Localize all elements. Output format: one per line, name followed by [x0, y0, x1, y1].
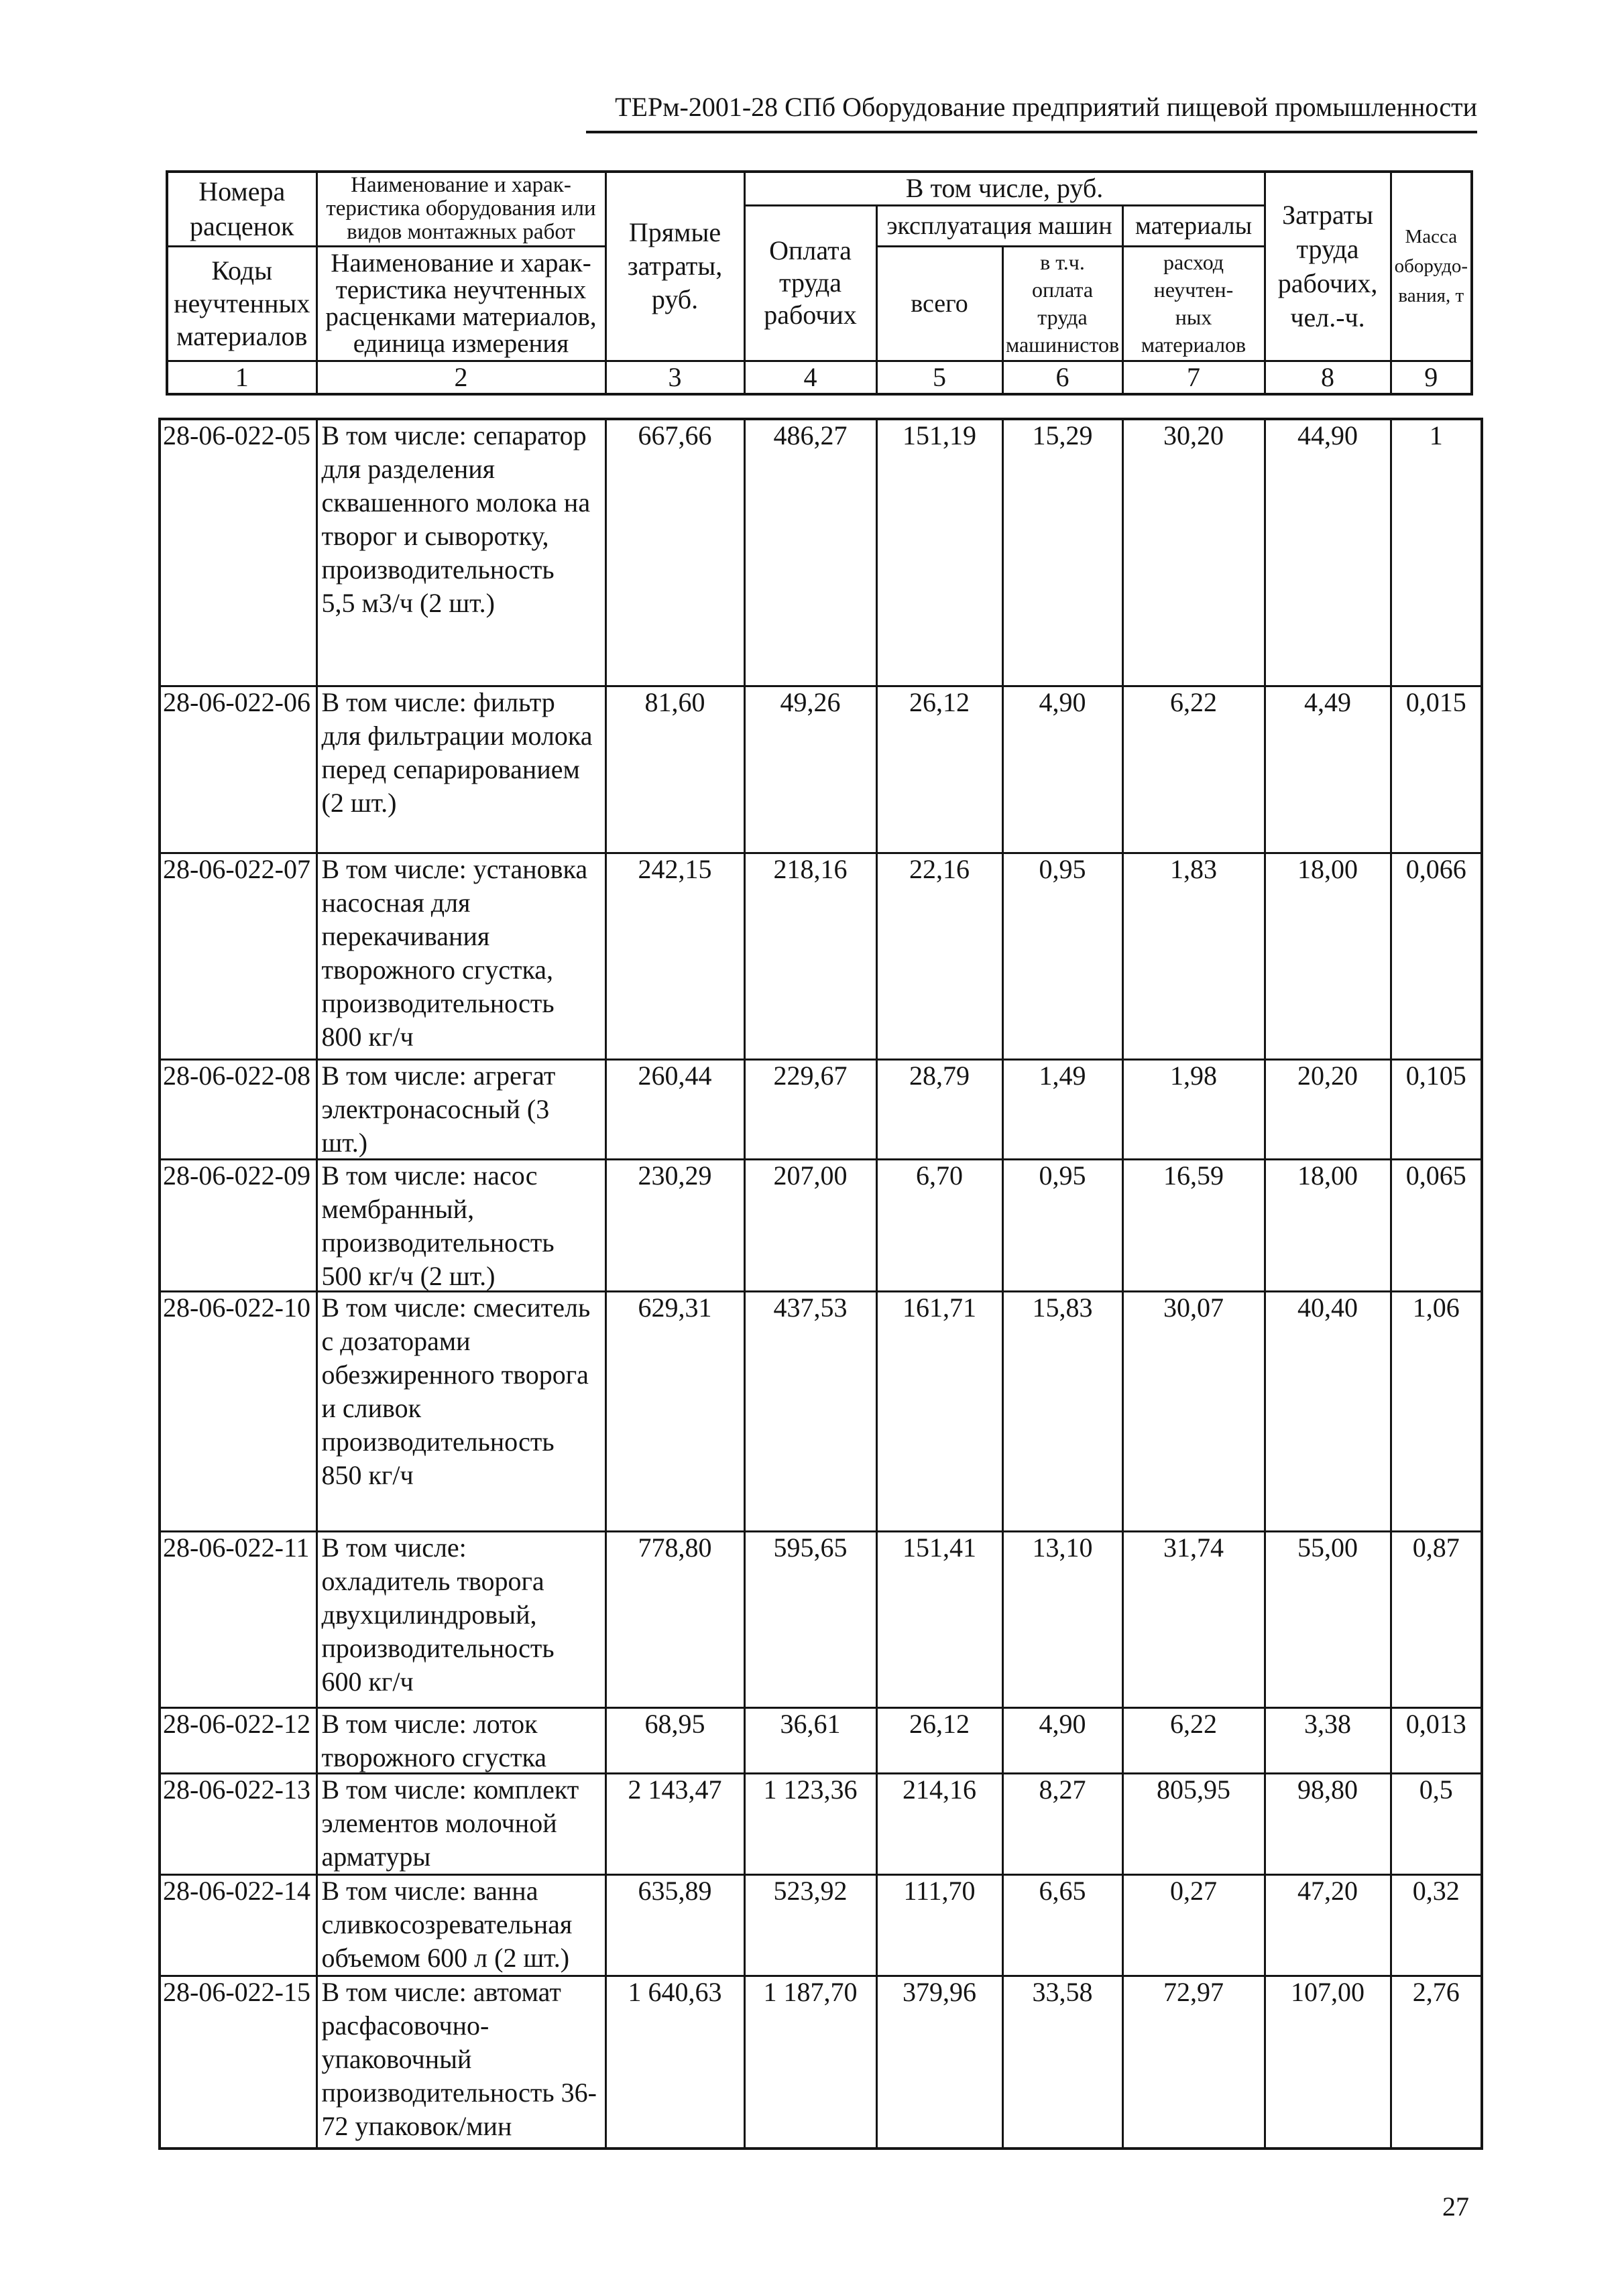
- work-name-line: расфасовочно-: [321, 2010, 489, 2041]
- labor-hours-cell: 18,00: [1265, 1159, 1391, 1291]
- rate-code-cell: 28-06-022-08: [160, 1059, 316, 1159]
- work-name-line: 800 кг/ч: [321, 1021, 414, 1052]
- work-name-line: В том числе: лоток: [321, 1708, 538, 1739]
- header-labor-hours: [1265, 172, 1391, 361]
- labor-hours-cell: 20,20: [1265, 1059, 1391, 1159]
- machines-total-cell: 26,12: [876, 686, 1002, 853]
- materials-cost-cell: 6,22: [1122, 686, 1265, 853]
- equipment-mass-cell: 0,066: [1391, 853, 1482, 1059]
- machinists-wages-cell: 15,29: [1002, 419, 1122, 686]
- machines-total-cell: 161,71: [876, 1291, 1002, 1531]
- header-unaccounted-materials-use: [1122, 246, 1265, 361]
- materials-cost-cell: 6,22: [1122, 1707, 1265, 1773]
- work-name-line: В том числе: установка: [321, 853, 588, 884]
- header-material-name: [316, 246, 605, 361]
- work-name-line: для разделения: [321, 454, 496, 484]
- column-number: 4: [744, 361, 876, 394]
- rate-code-cell: 28-06-022-11: [160, 1531, 316, 1707]
- materials-cost-cell: 1,83: [1122, 853, 1265, 1059]
- labor-hours-cell: 4,49: [1265, 686, 1391, 853]
- machines-total-cell: 379,96: [876, 1976, 1002, 2149]
- header-text-line: неучтен-: [1153, 277, 1234, 302]
- header-text-line: теристика оборудования или: [326, 196, 596, 221]
- work-name-line: перед сепарированием: [321, 753, 580, 784]
- header-including: В том числе, руб.: [744, 172, 1265, 205]
- table-row: [160, 1976, 1482, 2149]
- header-text-line: чел.-ч.: [1290, 302, 1365, 333]
- column-number: 5: [876, 361, 1002, 394]
- machinists-wages-cell: 15,83: [1002, 1291, 1122, 1531]
- work-name-line: В том числе: насос: [321, 1160, 538, 1191]
- equipment-mass-cell: 2,76: [1391, 1976, 1482, 2149]
- header-text-line: вания, т: [1398, 285, 1464, 307]
- machinists-wages-cell: 0,95: [1002, 1159, 1122, 1291]
- work-name-line: творожного сгустка,: [321, 954, 554, 985]
- header-text-line: теристика неучтенных: [335, 275, 587, 304]
- column-number: 9: [1391, 361, 1472, 394]
- labor-wages-cell: 36,61: [744, 1707, 876, 1773]
- table-row: [160, 1773, 1482, 1874]
- work-name-line: 850 кг/ч: [321, 1459, 414, 1490]
- equipment-mass-cell: 0,5: [1391, 1773, 1482, 1874]
- machines-total-cell: 28,79: [876, 1059, 1002, 1159]
- work-name-line: производительность: [321, 987, 555, 1018]
- equipment-mass-cell: 0,015: [1391, 686, 1482, 853]
- work-name-line: упаковочный: [321, 2043, 472, 2074]
- materials-cost-cell: 805,95: [1122, 1773, 1265, 1874]
- labor-wages-cell: 49,26: [744, 686, 876, 853]
- machinists-wages-cell: 4,90: [1002, 1707, 1122, 1773]
- work-name-line: электронасосный (3: [321, 1093, 550, 1124]
- labor-wages-cell: 523,92: [744, 1874, 876, 1976]
- column-number: 8: [1265, 361, 1391, 394]
- machines-total-cell: 6,70: [876, 1159, 1002, 1291]
- work-name-line: двухцилиндровый,: [321, 1599, 537, 1630]
- header-text-line: затраты,: [627, 251, 723, 282]
- direct-costs-cell: 635,89: [605, 1874, 744, 1976]
- header-text-line: оплата: [1031, 277, 1094, 302]
- work-name-line: сливкосозревательная: [321, 1909, 573, 1939]
- work-name-cell: [316, 853, 605, 1059]
- equipment-mass-cell: 1,06: [1391, 1291, 1482, 1531]
- work-name-cell: [316, 686, 605, 853]
- work-name-line: В том числе: ванна: [321, 1875, 538, 1906]
- header-text-line: машинистов: [1005, 332, 1120, 357]
- header-equipment-mass: [1391, 172, 1472, 361]
- table-row: [160, 686, 1482, 853]
- machines-total-cell: 151,41: [876, 1531, 1002, 1707]
- work-name-line: производительность: [321, 1426, 555, 1457]
- work-name-line: объемом 600 л (2 шт.): [321, 1942, 570, 1973]
- work-name-line: для фильтрации молока: [321, 720, 593, 751]
- work-name-cell: [316, 1291, 605, 1531]
- equipment-mass-cell: 0,065: [1391, 1159, 1482, 1291]
- table-row: [160, 1707, 1482, 1773]
- rate-code-cell: 28-06-022-12: [160, 1707, 316, 1773]
- work-name-cell: [316, 1531, 605, 1707]
- labor-hours-cell: 18,00: [1265, 853, 1391, 1059]
- work-name-line: с дозаторами: [321, 1325, 471, 1356]
- machinists-wages-cell: 1,49: [1002, 1059, 1122, 1159]
- labor-wages-cell: 486,27: [744, 419, 876, 686]
- work-name-line: обезжиренного творога: [321, 1359, 589, 1390]
- labor-hours-cell: 3,38: [1265, 1707, 1391, 1773]
- work-name-line: сквашенного молока на: [321, 487, 591, 518]
- header-text-line: ных: [1175, 304, 1212, 329]
- materials-cost-cell: 31,74: [1122, 1531, 1265, 1707]
- header-text-line: рабочих,: [1277, 268, 1378, 299]
- header-machine-operation: эксплуатация машин: [876, 205, 1122, 246]
- direct-costs-cell: 778,80: [605, 1531, 744, 1707]
- machinists-wages-cell: 8,27: [1002, 1773, 1122, 1874]
- work-name-line: мембранный,: [321, 1193, 475, 1224]
- table-row: [160, 1531, 1482, 1707]
- header-labor-wages: [744, 205, 876, 361]
- work-name-line: арматуры: [321, 1841, 431, 1872]
- machines-total-cell: 26,12: [876, 1707, 1002, 1773]
- labor-wages-cell: 218,16: [744, 853, 876, 1059]
- machinists-wages-cell: 0,95: [1002, 853, 1122, 1059]
- direct-costs-cell: 242,15: [605, 853, 744, 1059]
- header-text-line: материалов: [176, 321, 308, 351]
- machinists-wages-cell: 33,58: [1002, 1976, 1122, 2149]
- rate-code-cell: 28-06-022-14: [160, 1874, 316, 1976]
- header-text-line: труда: [1037, 304, 1088, 329]
- labor-wages-cell: 229,67: [744, 1059, 876, 1159]
- header-text-line: расценок: [189, 210, 294, 241]
- work-name-line: производительность: [321, 1632, 555, 1663]
- direct-costs-cell: 2 143,47: [605, 1773, 744, 1874]
- equipment-mass-cell: 0,87: [1391, 1531, 1482, 1707]
- direct-costs-cell: 68,95: [605, 1707, 744, 1773]
- equipment-mass-cell: 0,013: [1391, 1707, 1482, 1773]
- materials-cost-cell: 72,97: [1122, 1976, 1265, 2149]
- header-rate-numbers: [167, 172, 316, 246]
- labor-hours-cell: 107,00: [1265, 1976, 1391, 2149]
- labor-hours-cell: 47,20: [1265, 1874, 1391, 1976]
- direct-costs-cell: 667,66: [605, 419, 744, 686]
- header-text-line: рабочих: [764, 300, 857, 330]
- running-header: ТЕРм-2001-28 СПб Оборудование предприятий пищевой промышленности: [615, 92, 1477, 122]
- materials-cost-cell: 16,59: [1122, 1159, 1265, 1291]
- equipment-mass-cell: 0,32: [1391, 1874, 1482, 1976]
- machines-total-cell: 151,19: [876, 419, 1002, 686]
- column-number: 3: [605, 361, 744, 394]
- work-name-line: В том числе: комплект: [321, 1774, 579, 1805]
- header-text-line: руб.: [651, 284, 699, 315]
- work-name-line: перекачивания: [321, 920, 490, 951]
- rates-table: [158, 418, 1483, 2150]
- header-unaccounted-codes: [167, 246, 316, 361]
- direct-costs-cell: 260,44: [605, 1059, 744, 1159]
- work-name-line: В том числе: сепаратор: [321, 420, 587, 450]
- rate-code-cell: 28-06-022-13: [160, 1773, 316, 1874]
- column-number: 1: [167, 361, 316, 394]
- rate-code-cell: 28-06-022-05: [160, 419, 316, 686]
- labor-wages-cell: 1 123,36: [744, 1773, 876, 1874]
- work-name-cell: [316, 1707, 605, 1773]
- work-name-cell: [316, 1159, 605, 1291]
- direct-costs-cell: 1 640,63: [605, 1976, 744, 2149]
- equipment-mass-cell: 0,105: [1391, 1059, 1482, 1159]
- header-work-name: [316, 172, 605, 246]
- materials-cost-cell: 30,07: [1122, 1291, 1265, 1531]
- header-text-line: Наименование и харак-: [331, 248, 591, 278]
- work-name-line: производительность: [321, 1227, 555, 1258]
- work-name-line: 72 упаковок/мин: [321, 2110, 512, 2141]
- column-header-table: [166, 170, 1473, 396]
- equipment-mass-cell: 1: [1391, 419, 1482, 686]
- table-row: [160, 1291, 1482, 1531]
- labor-hours-cell: 98,80: [1265, 1773, 1391, 1874]
- column-number: 6: [1002, 361, 1122, 394]
- header-text-line: единица измерения: [353, 328, 569, 358]
- work-name-line: 600 кг/ч: [321, 1666, 414, 1697]
- rate-code-cell: 28-06-022-09: [160, 1159, 316, 1291]
- labor-hours-cell: 44,90: [1265, 419, 1391, 686]
- work-name-line: охладитель творога: [321, 1565, 544, 1596]
- work-name-line: В том числе:: [321, 1532, 467, 1563]
- header-text-line: расход: [1163, 249, 1224, 274]
- machines-total-cell: 22,16: [876, 853, 1002, 1059]
- header-text-line: в т.ч.: [1040, 249, 1085, 274]
- header-rule: [586, 131, 1477, 133]
- header-direct-costs: [605, 172, 744, 361]
- header-text-line: Масса: [1405, 226, 1458, 248]
- work-name-line: насосная для: [321, 887, 471, 918]
- direct-costs-cell: 230,29: [605, 1159, 744, 1291]
- header-text-line: труда: [778, 267, 842, 298]
- header-text-line: Коды: [211, 255, 273, 286]
- header-machines-total: всего: [876, 246, 1002, 361]
- rate-code-cell: 28-06-022-07: [160, 853, 316, 1059]
- header-text-line: Наименование и харак-: [351, 173, 571, 198]
- table-row: [160, 419, 1482, 686]
- table-row: [160, 1059, 1482, 1159]
- work-name-line: 500 кг/ч (2 шт.): [321, 1260, 496, 1291]
- header-text-line: неучтенных: [174, 288, 310, 318]
- work-name-line: и сливок: [321, 1392, 422, 1423]
- table-row: [160, 853, 1482, 1059]
- header-text-line: Затраты: [1282, 200, 1373, 231]
- work-name-line: В том числе: смеситель: [321, 1292, 591, 1323]
- work-name-cell: [316, 1773, 605, 1874]
- header-text-line: видов монтажных работ: [347, 220, 575, 245]
- work-name-line: В том числе: фильтр: [321, 686, 555, 717]
- rate-code-cell: 28-06-022-15: [160, 1976, 316, 2149]
- rates-table-body: [160, 419, 1482, 2149]
- work-name-line: (2 шт.): [321, 787, 397, 818]
- header-text-line: материалов: [1141, 332, 1246, 357]
- labor-hours-cell: 55,00: [1265, 1531, 1391, 1707]
- machines-total-cell: 214,16: [876, 1773, 1002, 1874]
- direct-costs-cell: 81,60: [605, 686, 744, 853]
- work-name-line: творожного сгустка: [321, 1742, 547, 1772]
- materials-cost-cell: 1,98: [1122, 1059, 1265, 1159]
- header-text-line: Прямые: [628, 217, 721, 248]
- materials-cost-cell: 0,27: [1122, 1874, 1265, 1976]
- machines-total-cell: 111,70: [876, 1874, 1002, 1976]
- table-row: [160, 1159, 1482, 1291]
- work-name-line: В том числе: автомат: [321, 1976, 561, 2007]
- machinists-wages-cell: 13,10: [1002, 1531, 1122, 1707]
- header-text-line: расценками материалов,: [325, 302, 597, 331]
- work-name-line: творог и сыворотку,: [321, 521, 549, 551]
- materials-cost-cell: 30,20: [1122, 419, 1265, 686]
- header-text-line: Оплата: [769, 235, 852, 265]
- labor-wages-cell: 1 187,70: [744, 1976, 876, 2149]
- column-number: 7: [1122, 361, 1265, 394]
- header-text-line: оборудо-: [1394, 255, 1468, 278]
- work-name-line: производительность 36-: [321, 2077, 597, 2108]
- labor-wages-cell: 595,65: [744, 1531, 876, 1707]
- machinists-wages-cell: 6,65: [1002, 1874, 1122, 1976]
- work-name-cell: [316, 419, 605, 686]
- labor-wages-cell: 437,53: [744, 1291, 876, 1531]
- work-name-line: производительность: [321, 554, 555, 585]
- header-materials: материалы: [1122, 205, 1265, 246]
- column-number: 2: [316, 361, 605, 394]
- work-name-cell: [316, 1874, 605, 1976]
- rate-code-cell: 28-06-022-06: [160, 686, 316, 853]
- direct-costs-cell: 629,31: [605, 1291, 744, 1531]
- work-name-line: 5,5 м3/ч (2 шт.): [321, 588, 495, 618]
- work-name-line: В том числе: агрегат: [321, 1060, 556, 1091]
- work-name-cell: [316, 1976, 605, 2149]
- work-name-line: шт.): [321, 1127, 368, 1158]
- work-name-cell: [316, 1059, 605, 1159]
- work-name-line: элементов молочной: [321, 1807, 557, 1838]
- page-number: 27: [1442, 2191, 1469, 2222]
- header-machinists-wages: [1002, 246, 1122, 361]
- labor-wages-cell: 207,00: [744, 1159, 876, 1291]
- header-text-line: Номера: [198, 176, 286, 206]
- header-text-line: труда: [1296, 234, 1359, 265]
- labor-hours-cell: 40,40: [1265, 1291, 1391, 1531]
- table-row: [160, 1874, 1482, 1976]
- machinists-wages-cell: 4,90: [1002, 686, 1122, 853]
- rate-code-cell: 28-06-022-10: [160, 1291, 316, 1531]
